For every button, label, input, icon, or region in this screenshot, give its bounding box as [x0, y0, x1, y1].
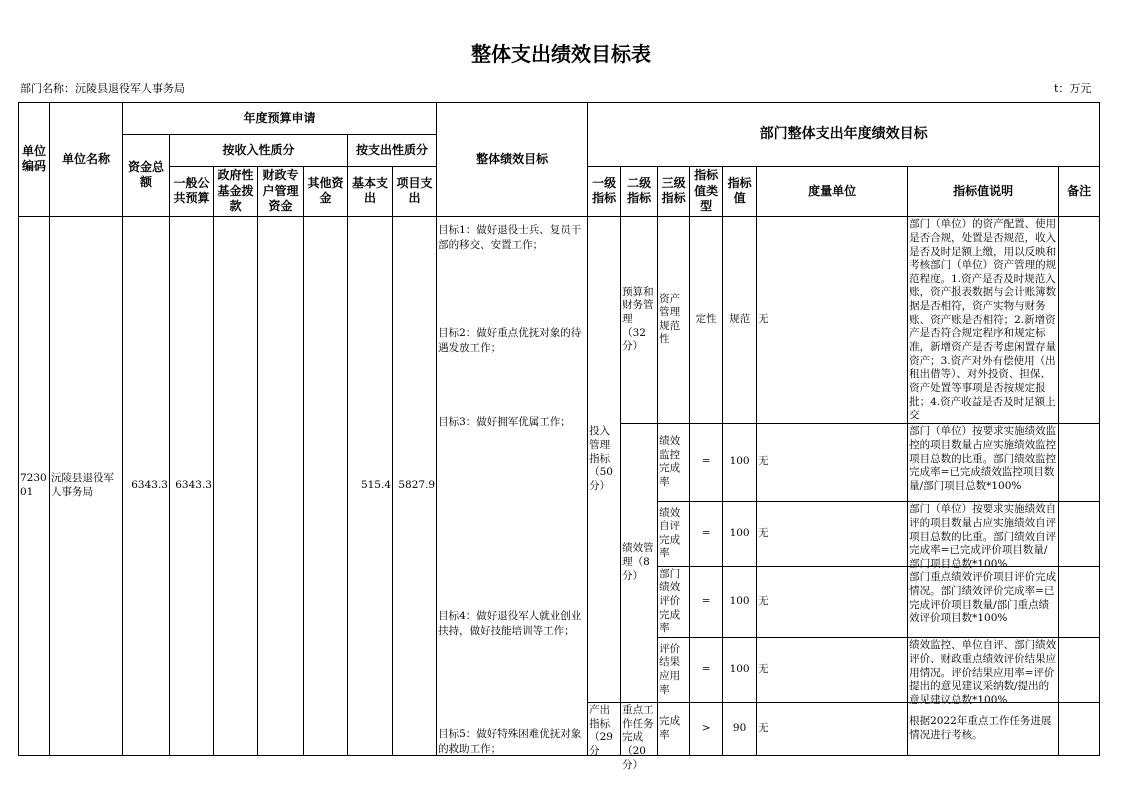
level3-indicator: 绩效监控完成率: [658, 423, 690, 501]
remark-cell: [1059, 501, 1100, 566]
header-unit-code: 单位编码: [19, 103, 50, 217]
header-other-fund: 其他资金: [304, 167, 348, 217]
goal-item: 目标4：做好退役军人就业创业扶持，做好技能培训等工作；: [438, 610, 582, 638]
header-unit-name: 单位名称: [50, 103, 123, 217]
indicator-value: 90: [723, 702, 757, 755]
header-special-fund: 财政专户管理资金: [258, 167, 304, 217]
header-annual-budget: 年度预算申请: [123, 103, 437, 135]
header-fund-total: 资金总额: [123, 135, 170, 217]
goal-item: 目标5：做好特殊困难优抚对象的救助工作；: [438, 728, 582, 756]
header-indicator-value: 指标值: [723, 167, 757, 217]
header-dept-goal: 部门整体支出年度绩效目标: [588, 103, 1100, 167]
header-general-public: 一般公共预算: [170, 167, 214, 217]
header-by-expense: 按支出性质分: [348, 135, 437, 167]
page-title: 整体支出绩效目标表: [471, 42, 651, 66]
indicator-type: >: [690, 702, 723, 755]
basic-expense-cell: 515.4: [348, 216, 393, 755]
level2-key-tasks-text: 重点工作任务完成（20分）: [622, 703, 654, 771]
remark-cell: [1059, 423, 1100, 501]
performance-goal-table: [18, 102, 1100, 771]
header-indicator-description: 指标值说明: [908, 167, 1059, 217]
other-fund-cell: [304, 216, 348, 755]
level3-indicator: 绩效自评完成率: [658, 501, 690, 566]
department-name: 部门名称：沅陵县退役军人事务局: [20, 82, 185, 95]
header-level3: 三级指标: [658, 167, 690, 217]
remark-cell: [1059, 702, 1100, 755]
measure-unit: 无: [757, 637, 908, 702]
header-level1: 一级指标: [588, 167, 621, 217]
level3-indicator: 评价结果应用率: [658, 637, 690, 702]
level1-output-text: 产出指标（29分: [589, 703, 613, 757]
measure-unit: 无: [757, 501, 908, 566]
special-fund-cell: [258, 216, 304, 755]
remark-cell: [1059, 216, 1100, 423]
fund-total-cell: 6343.3: [123, 216, 170, 755]
header-gov-fund: 政府性基金拨款: [214, 167, 258, 217]
indicator-description: [908, 216, 1059, 423]
measure-unit: 无: [757, 702, 908, 755]
remark-cell: [1059, 637, 1100, 702]
indicator-description: [908, 423, 1059, 501]
header-overall-goal: 整体绩效目标: [437, 103, 588, 217]
header-project-expense: 项目支出: [393, 167, 437, 217]
project-expense-cell: 5827.9: [393, 216, 437, 755]
header-by-income: 按收入性质分: [170, 135, 348, 167]
indicator-type: =: [690, 501, 723, 566]
indicator-type: =: [690, 566, 723, 637]
indicator-description-text: 绩效监控、单位自评、部门绩效评价、财政重点绩效评价结果应用情况。评价结果应用率=评价提出的意见建议采纳数/提出的意见建议总数*100%: [909, 639, 1057, 707]
indicator-description-text: 部门（单位）按要求实施绩效监控的项目数量占应实施绩效监控项目总数的比重。部门绩效监控完成率=已完成绩效监控项目数量/部门项目总数*100%: [909, 425, 1057, 492]
general-public-cell: 6343.3: [170, 216, 214, 755]
gov-fund-cell: [214, 216, 258, 755]
indicator-type: =: [690, 637, 723, 702]
level2-performance-management: 绩效管理（8分）: [621, 423, 658, 702]
indicator-value: 100: [723, 637, 757, 702]
level2-budget-finance: 预算和财务管理（32分）: [621, 216, 658, 423]
indicator-value: 规范: [723, 216, 757, 423]
level3-indicator: 资产管理规范性: [658, 216, 690, 423]
goal-item: 目标3：做好拥军优属工作；: [438, 416, 571, 429]
indicator-description: 根据2022年重点工作任务进展情况进行考核。: [908, 702, 1059, 755]
header-remark: 备注: [1059, 167, 1100, 217]
measure-unit: 无: [757, 216, 908, 423]
level3-indicator: 完成率: [658, 702, 690, 755]
indicator-description-text: 部门（单位）按要求实施绩效自评的项目数量占应实施绩效自评项目总数的比重。部门绩效自评完成率=已完成评价项目数量/部门项目总数*100%: [909, 503, 1057, 570]
goal-item: 目标1：做好退役士兵、复员干部的移交、安置工作；: [438, 224, 582, 252]
level2-key-tasks: [621, 702, 658, 771]
goal-item: 目标2：做好重点优抚对象的待遇发放工作；: [438, 327, 582, 355]
indicator-type: 定性: [690, 216, 723, 423]
indicator-description-text: 部门（单位）的资产配置、使用是否合规，处置是否规范，收入是否及时足额上缴，用以反映和考核部门（单位）资产管理的规范程度。1.资产是否及时规范入账，资产报表数据与会计账簿数据是否相符，资产实物与财务账、资产账是否相符；2.新增资产是否符合规定程序和规定标准，新增资产是否考虑闲置存量资产；3.资产对外有偿使用（出租出借等）、对外投资、担保、资产处置等事项是否按规定报批；4.资产收益是否及时足额上交: [909, 218, 1057, 422]
indicator-value: 100: [723, 566, 757, 637]
indicator-type: =: [690, 423, 723, 501]
header-measure-unit: 度量单位: [757, 167, 908, 217]
measure-unit: 无: [757, 566, 908, 637]
unit-code-cell: 723001: [19, 216, 50, 755]
header-indicator-type: 指标值类型: [690, 167, 723, 217]
indicator-description-text: 部门重点绩效评价项目评价完成情况。部门绩效评价完成率=已完成评价项目数量/部门重点绩效评价项目数*100%: [909, 571, 1057, 625]
level1-output: [588, 702, 621, 755]
indicator-value: 100: [723, 423, 757, 501]
unit-name-cell: 沅陵县退役军人事务局: [50, 216, 123, 755]
indicator-description: [908, 501, 1059, 570]
indicator-description: [908, 566, 1059, 637]
currency-unit: t：万元: [1054, 82, 1092, 95]
remark-cell: [1059, 566, 1100, 637]
header-level2: 二级指标: [621, 167, 658, 217]
indicator-description: [908, 637, 1059, 707]
indicator-value: 100: [723, 501, 757, 566]
measure-unit: 无: [757, 423, 908, 501]
level1-input-management: 投入管理指标（50分）: [588, 216, 621, 702]
level3-indicator: 部门绩效评价完成率: [658, 566, 690, 637]
header-basic-expense: 基本支出: [348, 167, 393, 217]
overall-goal-cell: [437, 216, 588, 755]
